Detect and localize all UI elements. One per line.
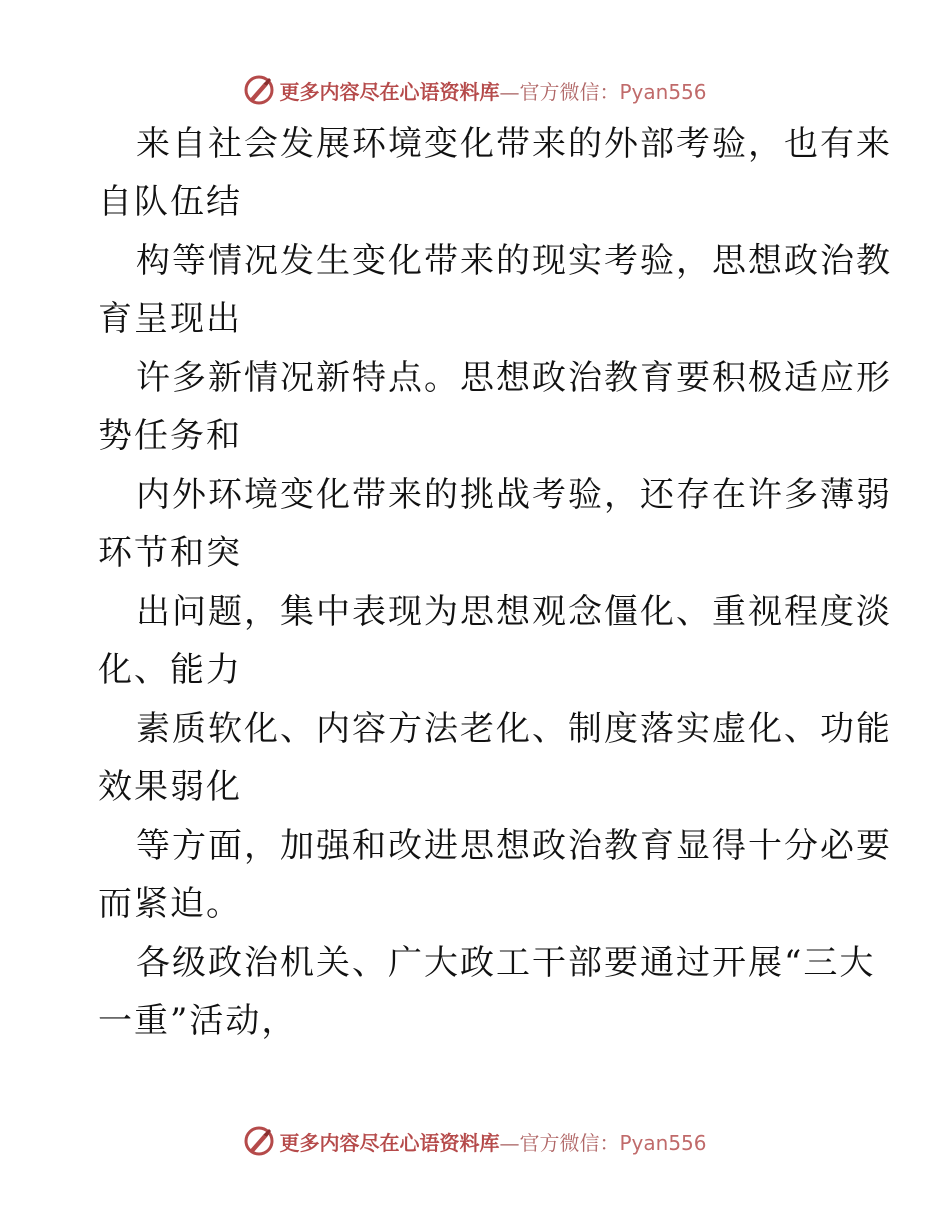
body-line: 构等情况发生变化带来的现实考验，思想政治教 xyxy=(136,241,892,281)
body-line: 效果弱化 xyxy=(98,767,242,807)
pen-logo-icon xyxy=(243,74,275,106)
watermark-wechat-id: Pyan556 xyxy=(619,79,707,104)
body-line: 而紧迫。 xyxy=(98,884,242,924)
body-line: 各级政治机关、广大政工干部要通过开展“三大 xyxy=(136,943,876,983)
header-watermark xyxy=(0,70,950,110)
body-line: 许多新情况新特点。思想政治教育要积极适应形 xyxy=(136,358,892,398)
watermark-site-text: 更多内容尽在心语资料库 xyxy=(279,1130,500,1155)
body-line: 环节和突 xyxy=(98,533,242,573)
watermark-wechat-id: Pyan556 xyxy=(619,1130,707,1155)
pen-logo-icon xyxy=(243,1125,275,1157)
footer-watermark xyxy=(0,1121,950,1161)
body-line: 出问题，集中表现为思想观念僵化、重视程度淡 xyxy=(136,592,892,632)
watermark-dash: — xyxy=(499,79,520,104)
body-line: 一重”活动， xyxy=(98,1001,298,1041)
watermark-site-text: 更多内容尽在心语资料库 xyxy=(279,79,500,104)
watermark-dash: — xyxy=(499,1130,520,1155)
watermark-official-label: 官方微信： xyxy=(519,1130,620,1155)
body-line: 育呈现出 xyxy=(98,299,242,339)
watermark-official-label: 官方微信： xyxy=(519,79,620,104)
body-line: 等方面，加强和改进思想政治教育显得十分必要 xyxy=(136,826,892,866)
body-line: 自队伍结 xyxy=(98,182,242,222)
body-line: 素质软化、内容方法老化、制度落实虚化、功能 xyxy=(136,709,892,749)
body-line: 内外环境变化带来的挑战考验，还存在许多薄弱 xyxy=(136,475,892,515)
body-line: 来自社会发展环境变化带来的外部考验，也有来 xyxy=(136,124,892,164)
body-line: 化、能力 xyxy=(98,650,242,690)
body-line: 势任务和 xyxy=(98,416,242,456)
